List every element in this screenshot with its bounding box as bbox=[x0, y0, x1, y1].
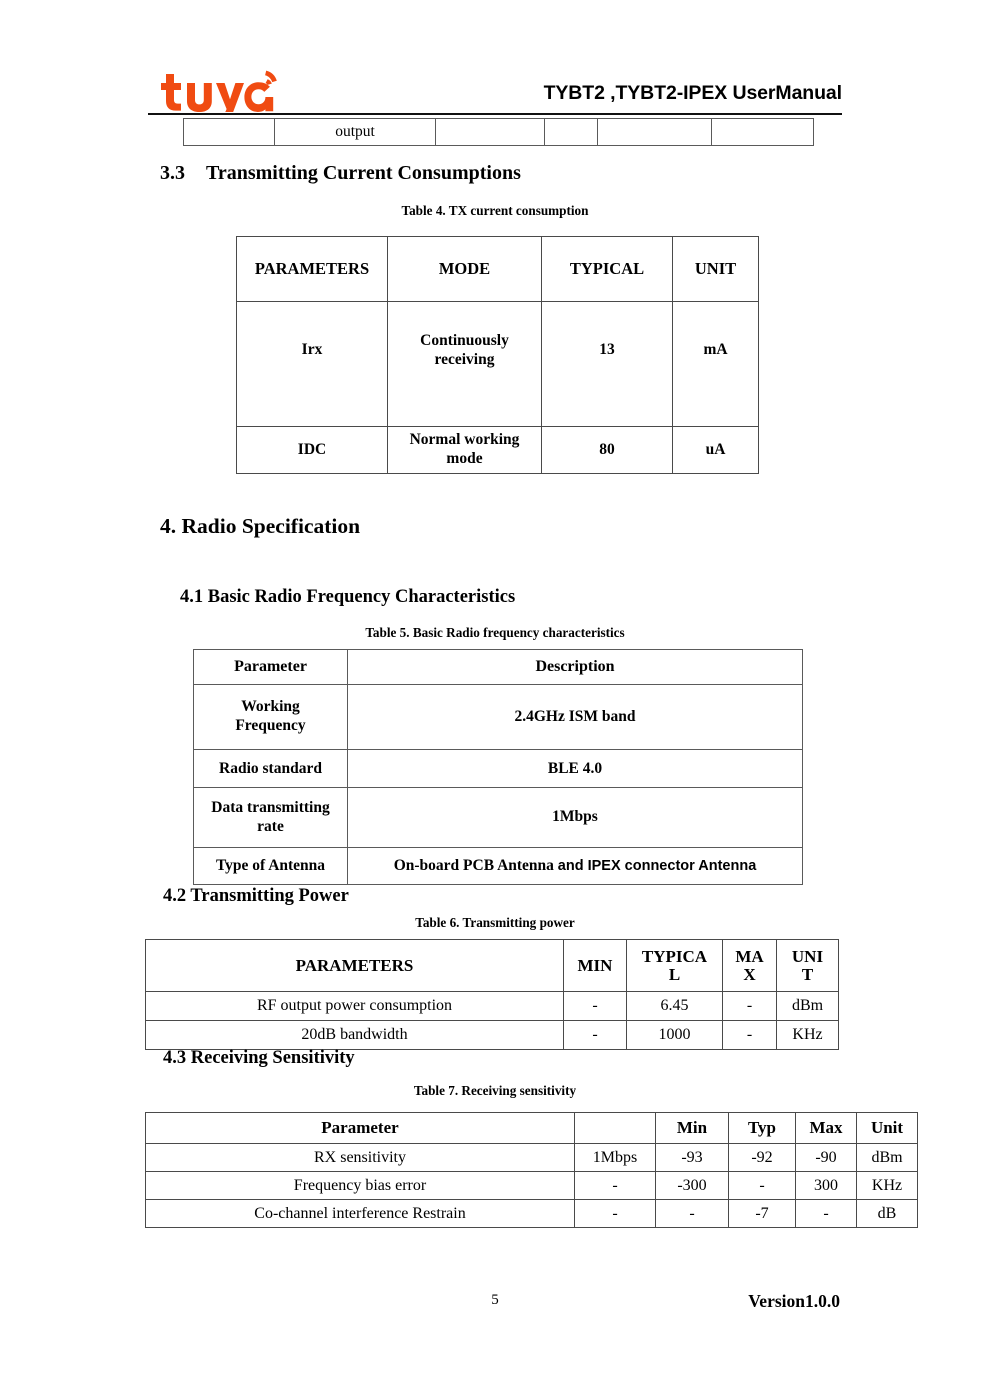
table-6-cell-min: - bbox=[564, 1021, 627, 1050]
table-4-cell-unit bbox=[673, 302, 759, 427]
table-5-cell-parameter bbox=[194, 788, 348, 848]
table-7-cell-max: - bbox=[796, 1200, 857, 1228]
table-7-cell-max: -90 bbox=[796, 1144, 857, 1172]
table-row bbox=[184, 119, 814, 146]
table-7-cell-parameter: Frequency bias error bbox=[146, 1172, 575, 1200]
table-7-header-condition bbox=[575, 1113, 656, 1144]
table-7-cell-typ: -92 bbox=[729, 1144, 796, 1172]
table-7-header-max: Max bbox=[796, 1113, 857, 1144]
table-5-caption: Table 5. Basic Radio frequency characteristics bbox=[365, 625, 625, 640]
table-7-cell-condition: - bbox=[575, 1172, 656, 1200]
page-number: 5 bbox=[491, 1292, 499, 1308]
table-4-cell-mode bbox=[388, 302, 542, 427]
fragment-cell-3 bbox=[436, 119, 545, 146]
table-6-header-unit-line1: UNI bbox=[791, 946, 824, 966]
heading-4-1: 4.1 Basic Radio Frequency Characteristics bbox=[180, 587, 516, 607]
table-row bbox=[237, 427, 759, 474]
table-7-cell-unit: KHz bbox=[857, 1172, 918, 1200]
table-5-cell-parameter bbox=[194, 685, 348, 750]
table-4-mode-irx-line1: Continuously bbox=[420, 331, 509, 349]
table-7-cell-condition: - bbox=[575, 1200, 656, 1228]
document-version: Version1.0.0 bbox=[748, 1291, 840, 1311]
table-5 bbox=[193, 649, 803, 885]
table-4-cell-parameter bbox=[237, 302, 388, 427]
fragment-cell-5 bbox=[598, 119, 712, 146]
table-row bbox=[146, 1144, 918, 1172]
table-6-cell-typical: 6.45 bbox=[627, 992, 723, 1021]
table-header-row bbox=[194, 650, 803, 685]
table-4-cell-typical: 80 bbox=[542, 427, 673, 474]
table-6-header-unit bbox=[777, 940, 839, 992]
table-7-cell-min: -93 bbox=[656, 1144, 729, 1172]
table-6-header-typical-line2: L bbox=[668, 964, 681, 984]
table-4-cell-typical bbox=[542, 302, 673, 427]
table-5-cell-description bbox=[348, 848, 803, 885]
table-6-cell-unit: dBm bbox=[777, 992, 839, 1021]
table-4-mode-irx-line2: receiving bbox=[434, 351, 495, 368]
table-4-caption: Table 4. TX current consumption bbox=[401, 203, 589, 218]
table-7-header-unit: Unit bbox=[857, 1113, 918, 1144]
table-7-header-parameter: Parameter bbox=[146, 1113, 575, 1144]
table-6-cell-max: - bbox=[723, 1021, 777, 1050]
header-divider bbox=[148, 113, 842, 115]
table-6-container bbox=[145, 939, 839, 1050]
heading-3-3 bbox=[160, 162, 521, 185]
heading-4-3: 4.3 Receiving Sensitivity bbox=[163, 1048, 355, 1068]
table-row bbox=[146, 1172, 918, 1200]
table-row bbox=[194, 788, 803, 848]
table-4-header-typical: TYPICAL bbox=[542, 237, 673, 302]
table-6-cell-parameter: RF output power consumption bbox=[146, 992, 564, 1021]
table-row bbox=[146, 992, 839, 1021]
table-7-cell-typ: - bbox=[729, 1172, 796, 1200]
table-4 bbox=[236, 236, 759, 474]
table-6-header-parameters: PARAMETERS bbox=[146, 940, 564, 992]
table-6-header-min: MIN bbox=[564, 940, 627, 992]
table-4-mode-irx bbox=[388, 331, 541, 370]
table-6-header-max-line2: X bbox=[743, 964, 756, 984]
table-4-unit-irx: mA bbox=[703, 341, 728, 359]
table-6-header-typical bbox=[627, 940, 723, 992]
table-5-param-2-line1: Data transmitting bbox=[211, 798, 330, 816]
table-7-cell-unit: dB bbox=[857, 1200, 918, 1228]
table-6-cell-typical: 1000 bbox=[627, 1021, 723, 1050]
table-5-container bbox=[193, 649, 803, 885]
heading-3-3-title: Transmitting Current Consumptions bbox=[206, 162, 521, 184]
table-4-value-irx: Irx bbox=[301, 341, 323, 359]
table-6-cell-min: - bbox=[564, 992, 627, 1021]
table-4-cell-mode bbox=[388, 427, 542, 474]
table-6-caption: Table 6. Transmitting power bbox=[415, 915, 575, 930]
table-7-cell-condition: 1Mbps bbox=[575, 1144, 656, 1172]
table-7-cell-min: -300 bbox=[656, 1172, 729, 1200]
table-7-header-typ: Typ bbox=[729, 1113, 796, 1144]
fragment-cell-2: output bbox=[275, 119, 436, 146]
table-6-header-max-line1: MA bbox=[735, 946, 764, 966]
table-5-param-2-line2: rate bbox=[257, 817, 284, 835]
table-header-row bbox=[146, 1113, 918, 1144]
fragment-table bbox=[183, 118, 814, 146]
table-5-param-0-line2: Frequency bbox=[235, 717, 306, 734]
table-header-row bbox=[237, 237, 759, 302]
tuya-logo bbox=[160, 68, 280, 112]
table-4-header-unit: UNIT bbox=[673, 237, 759, 302]
table-row bbox=[194, 848, 803, 885]
table-7-header-min: Min bbox=[656, 1113, 729, 1144]
table-4-mode-idc-line2: mode bbox=[446, 450, 483, 467]
table-5-header-parameter: Parameter bbox=[194, 650, 348, 685]
table-4-cell-unit: uA bbox=[673, 427, 759, 474]
table-6-header-max bbox=[723, 940, 777, 992]
table-row bbox=[194, 750, 803, 788]
table-4-header-mode: MODE bbox=[388, 237, 542, 302]
table-6-cell-unit: KHz bbox=[777, 1021, 839, 1050]
table-7-cell-parameter: Co-channel interference Restrain bbox=[146, 1200, 575, 1228]
fragment-cell-1 bbox=[184, 119, 275, 146]
table-header-row bbox=[146, 940, 839, 992]
table-6-header-unit-line2: T bbox=[801, 964, 814, 984]
continued-table-fragment bbox=[183, 118, 814, 146]
table-6-cell-max: - bbox=[723, 992, 777, 1021]
table-7 bbox=[145, 1112, 918, 1228]
table-7-container bbox=[145, 1112, 918, 1228]
table-7-caption: Table 7. Receiving sensitivity bbox=[413, 1083, 577, 1098]
table-7-cell-unit: dBm bbox=[857, 1144, 918, 1172]
table-5-cell-parameter: Type of Antenna bbox=[194, 848, 348, 885]
table-7-cell-parameter: RX sensitivity bbox=[146, 1144, 575, 1172]
table-5-cell-parameter: Radio standard bbox=[194, 750, 348, 788]
table-5-param-0-line1: Working bbox=[241, 698, 300, 716]
table-7-cell-typ: -7 bbox=[729, 1200, 796, 1228]
table-4-container bbox=[236, 236, 759, 474]
table-row bbox=[146, 1021, 839, 1050]
table-7-cell-max: 300 bbox=[796, 1172, 857, 1200]
table-6 bbox=[145, 939, 839, 1050]
table-5-cell-description: 2.4GHz ISM band bbox=[348, 685, 803, 750]
table-4-typical-irx: 13 bbox=[599, 341, 615, 359]
page-header bbox=[148, 60, 842, 112]
table-4-header-parameters: PARAMETERS bbox=[237, 237, 388, 302]
table-row bbox=[146, 1200, 918, 1228]
table-6-header-typical-line1: TYPICA bbox=[641, 946, 708, 966]
table-5-antenna-suffix: and IPEX connector Antenna bbox=[557, 858, 757, 874]
table-5-cell-description: 1Mbps bbox=[348, 788, 803, 848]
table-4-cell-parameter: IDC bbox=[237, 427, 388, 474]
heading-4-2: 4.2 Transmitting Power bbox=[163, 886, 349, 906]
fragment-cell-4 bbox=[545, 119, 598, 146]
table-5-antenna-primary: On-board PCB Antenna bbox=[393, 857, 554, 874]
table-4-mode-idc-line1: Normal working bbox=[409, 431, 520, 449]
heading-3-3-number: 3.3 bbox=[160, 162, 185, 184]
table-5-cell-description: BLE 4.0 bbox=[348, 750, 803, 788]
header-title: TYBT2 ,TYBT2-IPEX UserManual bbox=[543, 82, 842, 104]
table-5-header-description: Description bbox=[348, 650, 803, 685]
table-row bbox=[237, 302, 759, 427]
fragment-cell-6 bbox=[712, 119, 814, 146]
table-row bbox=[194, 685, 803, 750]
heading-4: 4. Radio Specification bbox=[160, 514, 361, 538]
table-6-cell-parameter: 20dB bandwidth bbox=[146, 1021, 564, 1050]
table-7-cell-min: - bbox=[656, 1200, 729, 1228]
